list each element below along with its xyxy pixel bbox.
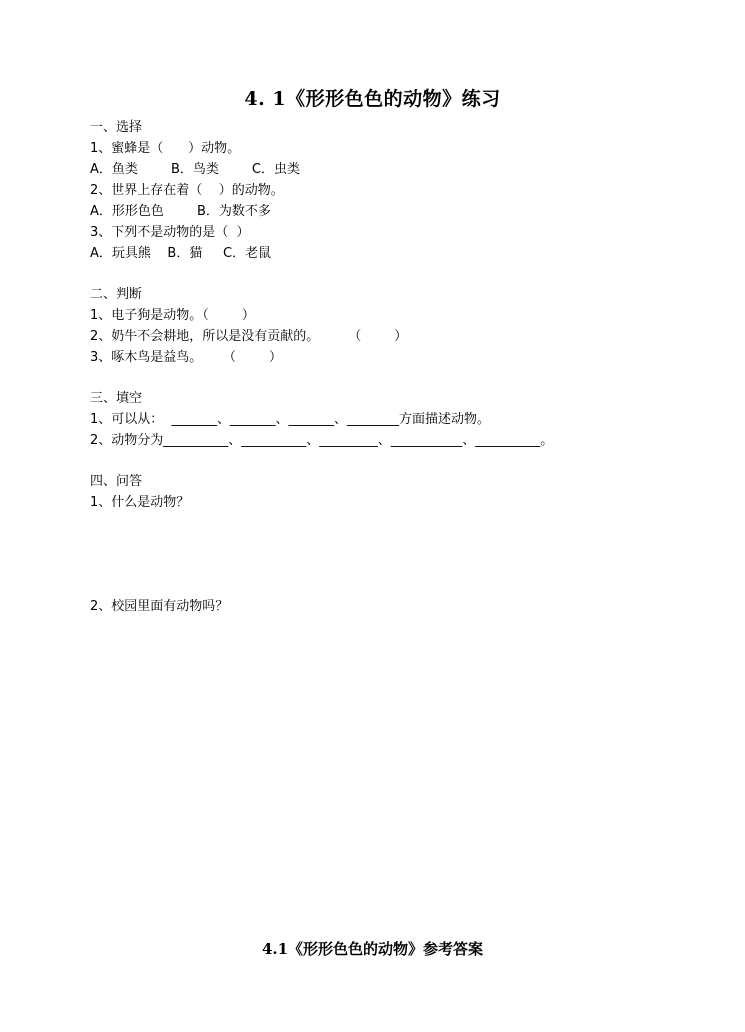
fill-question-1: 1、可以从： _______、_______、_______、________方面描述动物。 [90,412,491,427]
qa-question-2: 2、校园里面有动物吗？ [90,599,229,614]
section-heading-choice: 一、选择 [90,120,143,135]
fill-question-2: 2、动物分为__________、__________、_________、___________、__________。 [90,433,554,448]
choice-question-2: 2、世界上存在着（ ）的动物。 [90,183,284,198]
choice-options-2: A．形形色色 B．为数不多 [90,204,271,219]
page-title: 4. 1《形形色色的动物》练习 [244,88,501,110]
section-heading-judge: 二、判断 [90,287,143,302]
judge-question-2: 2、奶牛不会耕地，所以是没有贡献的。 （ ） [90,329,408,344]
choice-options-3: A．玩具熊 B．猫 C．老鼠 [90,246,272,261]
choice-question-1: 1、蜜蜂是（ ）动物。 [90,141,241,156]
section-heading-fill: 三、填空 [90,391,143,406]
choice-question-3: 3、下列不是动物的是（ ） [90,225,250,240]
section-heading-qa: 四、问答 [90,474,143,489]
judge-question-3: 3、啄木鸟是益鸟。 （ ） [90,350,282,365]
choice-options-1: A．鱼类 B．鸟类 C．虫类 [90,162,301,177]
judge-question-1: 1、电子狗是动物。（ ） [90,308,255,323]
answer-title: 4.1《形形色色的动物》参考答案 [261,940,484,958]
qa-question-1: 1、什么是动物？ [90,495,190,510]
